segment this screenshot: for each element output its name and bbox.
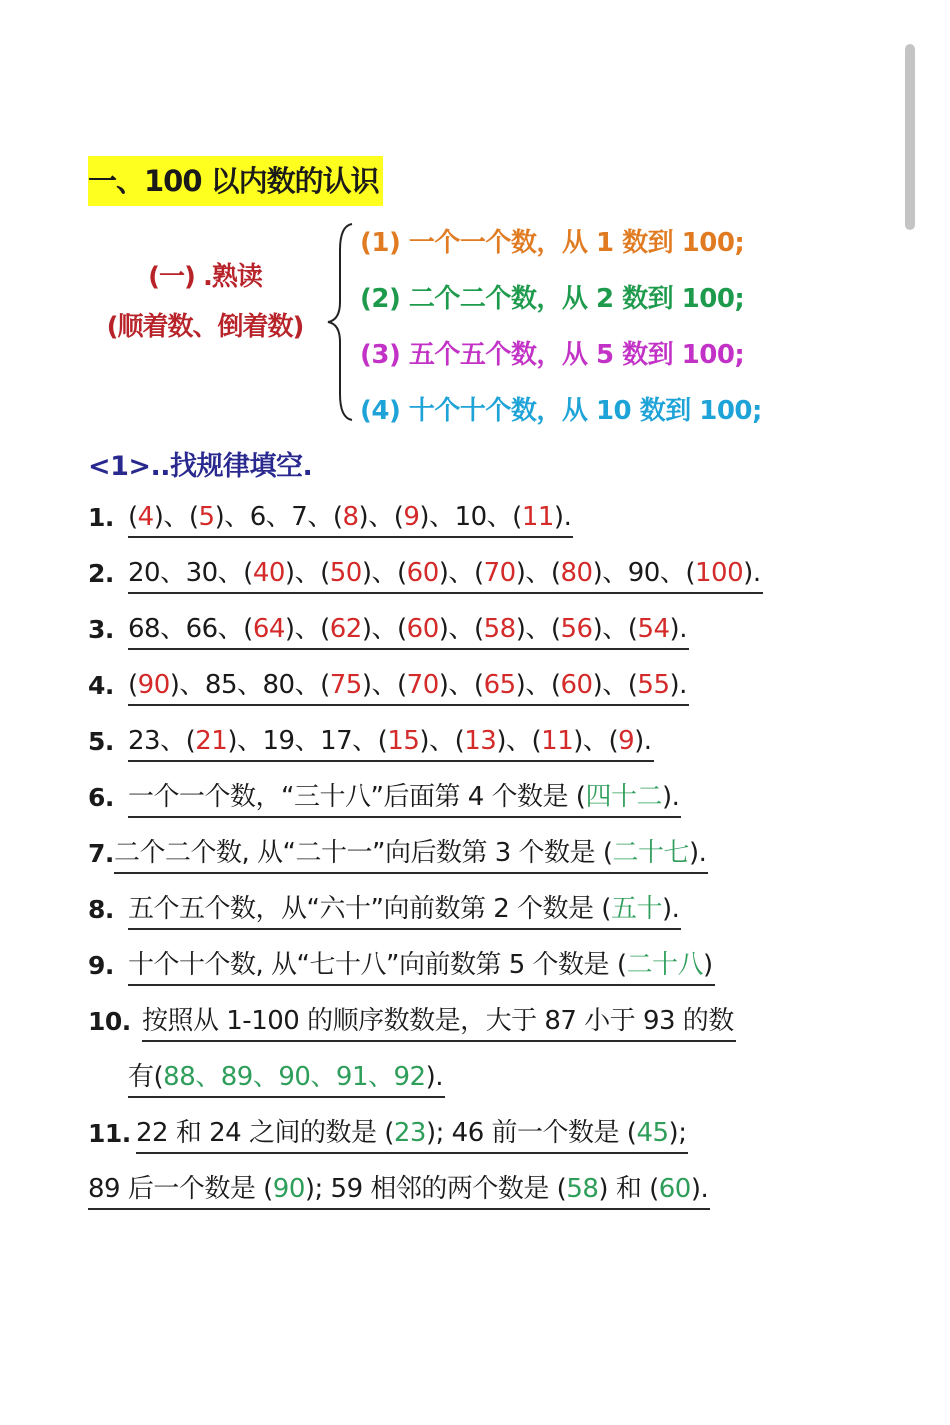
exercise-text: 二个二个数, 从“二十一”向后数第 3 个数是 (二十七). <box>114 834 708 874</box>
answer-blank: 50 <box>329 558 362 588</box>
answer-blank: 9 <box>618 726 635 756</box>
answer-blank: 90 <box>272 1174 305 1204</box>
answer-blank: 62 <box>329 614 362 644</box>
answer-blank: 88、89、90、91、92 <box>163 1062 426 1092</box>
answer-blank: 二十八 <box>626 950 703 980</box>
answer-blank: 二十七 <box>612 838 689 868</box>
answer-blank: 55 <box>637 670 670 700</box>
page-title: 一、100 以内数的认识 <box>88 156 383 206</box>
exercise-number: 10. <box>88 1007 131 1036</box>
exercise-number: 11. <box>88 1119 131 1148</box>
answer-blank: 9 <box>403 502 420 532</box>
answer-blank: 100 <box>695 558 744 588</box>
answer-blank: 13 <box>464 726 497 756</box>
answer-blank: 80 <box>560 558 593 588</box>
exercise-text: (4)、(5)、6、7、(8)、(9)、10、(11). <box>128 498 573 538</box>
exercise-text: 五个五个数，从“六十”向前数第 2 个数是 (五十). <box>128 890 681 930</box>
answer-blank: 58 <box>483 614 516 644</box>
exercise-text: 89 后一个数是 (90); 59 相邻的两个数是 (58) 和 (60). <box>88 1170 710 1210</box>
method-2: (2) 二个二个数，从 2 数到 100; <box>360 284 745 314</box>
exercise-number: 3. <box>88 615 114 644</box>
answer-blank: 60 <box>560 670 593 700</box>
exercise-number: 2. <box>88 559 114 588</box>
exercise-number: 4. <box>88 671 114 700</box>
answer-blank: 21 <box>195 726 228 756</box>
exercise-text: 20、30、(40)、(50)、(60)、(70)、(80)、90、(100). <box>128 554 763 594</box>
answer-blank: 11 <box>521 502 554 532</box>
method-3: (3) 五个五个数，从 5 数到 100; <box>360 340 745 370</box>
exercise-text: 22 和 24 之间的数是 (23); 46 前一个数是 (45); <box>136 1114 688 1154</box>
scrollbar[interactable] <box>905 44 915 230</box>
answer-blank: 90 <box>137 670 170 700</box>
reading-heading: (一) .熟读 <box>148 262 262 292</box>
answer-blank: 11 <box>541 726 574 756</box>
answer-blank: 4 <box>137 502 154 532</box>
answer-blank: 65 <box>483 670 516 700</box>
section-heading: <1>..找规律填空. <box>88 451 313 482</box>
method-1: (1) 一个一个数，从 1 数到 100; <box>360 228 745 258</box>
exercise-text: 有(88、89、90、91、92). <box>128 1058 445 1098</box>
method-4: (4) 十个十个数，从 10 数到 100; <box>360 396 762 426</box>
curly-brace <box>322 220 362 425</box>
answer-blank: 23 <box>393 1118 426 1148</box>
answer-blank: 8 <box>342 502 359 532</box>
exercise-number: 6. <box>88 783 114 812</box>
answer-blank: 75 <box>329 670 362 700</box>
answer-blank: 5 <box>198 502 215 532</box>
answer-blank: 58 <box>566 1174 599 1204</box>
answer-blank: 54 <box>637 614 670 644</box>
answer-blank: 64 <box>252 614 285 644</box>
answer-blank: 60 <box>658 1174 691 1204</box>
exercise-text: 十个十个数, 从“七十八”向前数第 5 个数是 (二十八) <box>128 946 715 986</box>
exercise-text: 按照从 1-100 的顺序数数是，大于 87 小于 93 的数 <box>142 1002 736 1042</box>
reading-subheading: (顺着数、倒着数) <box>106 312 304 342</box>
exercise-text: 68、66、(64)、(62)、(60)、(58)、(56)、(54). <box>128 610 689 650</box>
answer-blank: 45 <box>636 1118 669 1148</box>
answer-blank: 40 <box>252 558 285 588</box>
answer-blank: 70 <box>483 558 516 588</box>
answer-blank: 15 <box>387 726 420 756</box>
exercise-number: 7. <box>88 839 114 868</box>
answer-blank: 56 <box>560 614 593 644</box>
exercise-text: (90)、85、80、(75)、(70)、(65)、(60)、(55). <box>128 666 689 706</box>
answer-blank: 70 <box>406 670 439 700</box>
exercise-text: 23、(21)、19、17、(15)、(13)、(11)、(9). <box>128 722 654 762</box>
exercise-number: 5. <box>88 727 114 756</box>
answer-blank: 60 <box>406 614 439 644</box>
answer-blank: 四十二 <box>585 782 662 812</box>
exercise-text: 一个一个数，“三十八”后面第 4 个数是 (四十二). <box>128 778 681 818</box>
answer-blank: 60 <box>406 558 439 588</box>
exercise-number: 8. <box>88 895 114 924</box>
exercise-number: 1. <box>88 503 114 532</box>
answer-blank: 五十 <box>610 894 662 924</box>
exercise-number: 9. <box>88 951 114 980</box>
